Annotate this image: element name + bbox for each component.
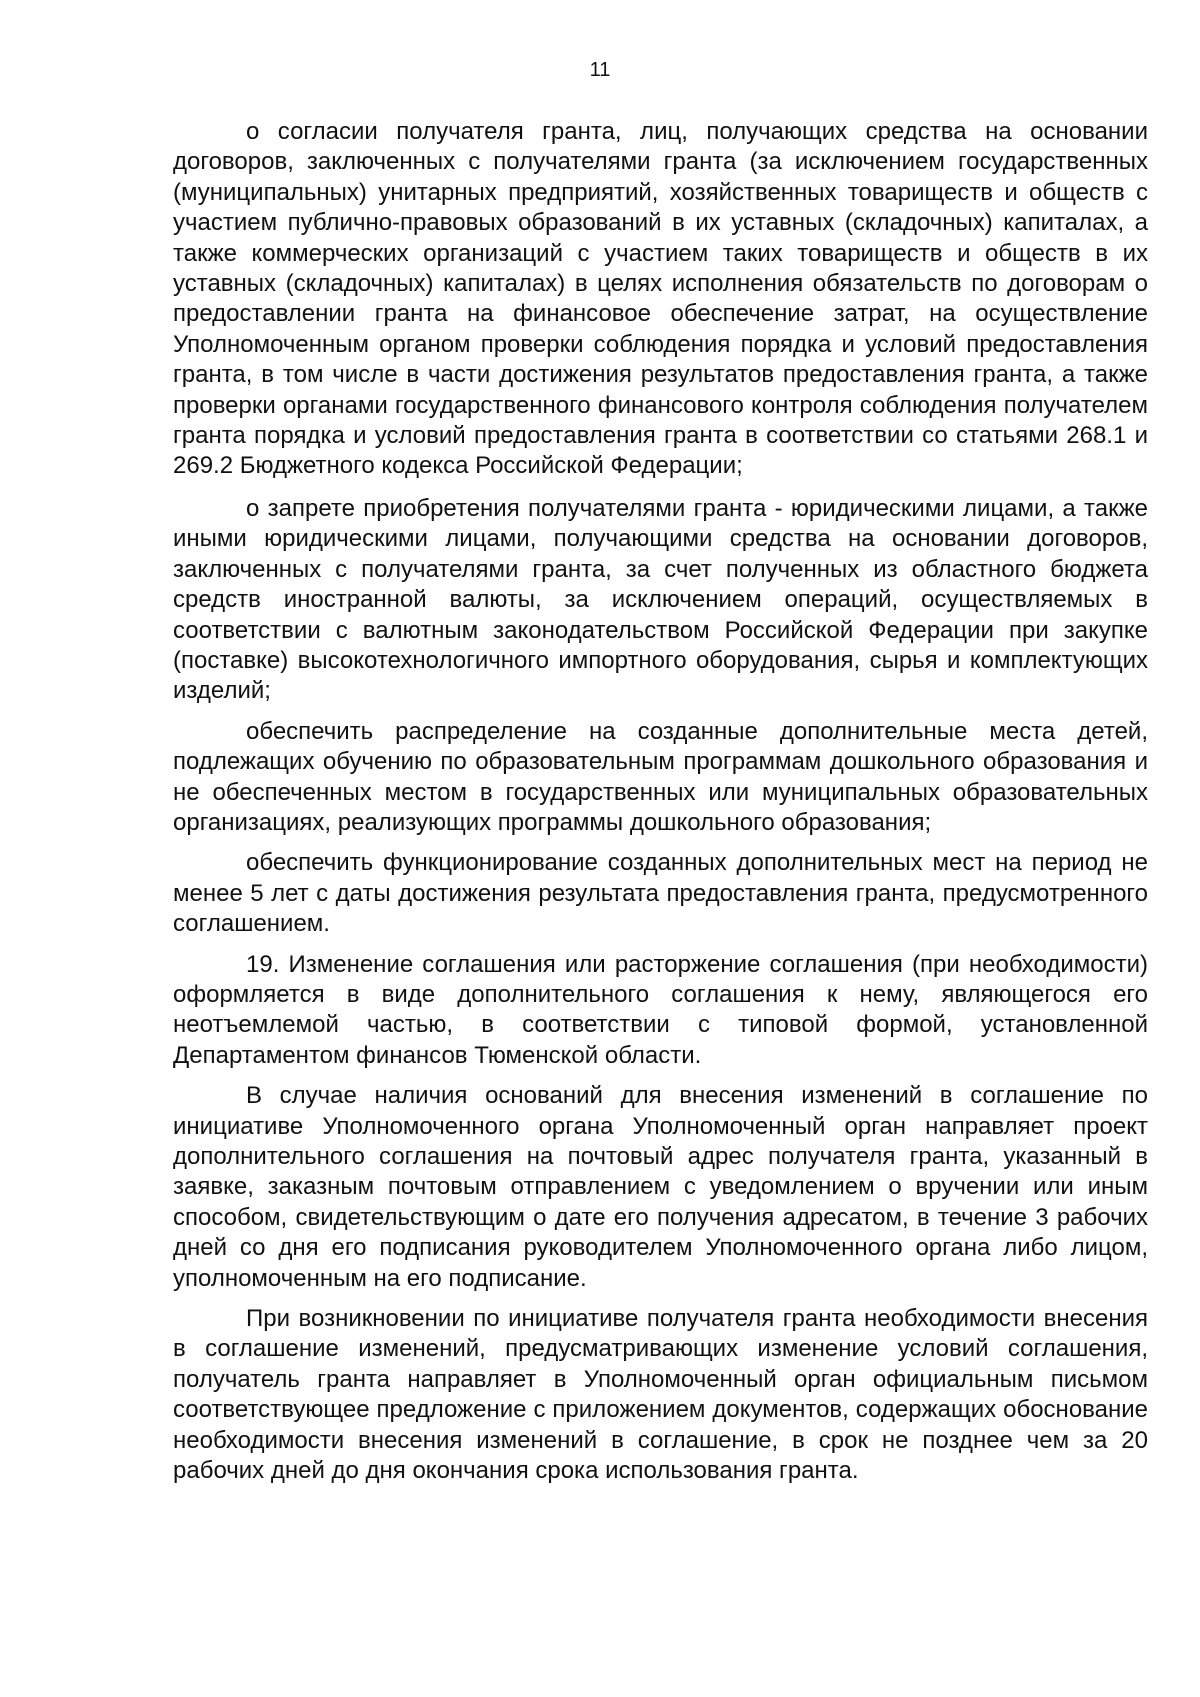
page-number: 11 [589,59,611,81]
paragraph-distribution: обеспечить распределение на созданные дополнительные места детей, подлежащих обучению по образовательным программам дошкольного образования и не обеспеченных местом в государственных или муниципальных образовательных организациях, реализующих программы дошкольного образования; [173,717,1148,836]
paragraph-consent: о согласии получателя гранта, лиц, получающих средства на основании договоров, заключенных с получателями гранта (за исключением государственных (муниципальных) унитарных предприятий, хозяйственных товариществ и обществ с участием публично-правовых образований в их уставных (складочных) капиталах, а также коммерческих организаций с участием таких товариществ и обществ в их уставных (складочных) капиталах) в целях исполнения обязательств по договорам о предоставлении гранта на финансовое обеспечение затрат, на осуществление Уполномоченным органом проверки соблюдения порядка и условий предоставления гранта, в том числе в части достижения результатов предоставления гранта, а также проверки органами государственного финансового контроля соблюдения получателем гранта порядка и условий предоставления гранта в соответствии со статьями 268.1 и 269.2 Бюджетного кодекса Российской Федерации; [173,118,1148,480]
document-body [173,117,1148,1496]
paragraph-currency-prohibition: о запрете приобретения получателями гранта - юридическими лицами, а также иными юридическими лицами, получающими средства на основании договоров, заключенных с получателями гранта, за счет полученных из областного бюджета средств иностранной валюты, за исключением операций, осуществляемых в соответствии с валютным законодательством Российской Федерации при закупке (поставке) высокотехнологичного импортного оборудования, сырья и комплектующих изделий; [173,494,1148,705]
paragraph-19-amendment: 19. Изменение соглашения или расторжение соглашения (при необходимости) оформляется в виде дополнительного соглашения к нему, являющегося его неотъемлемой частью, в соответствии с типовой формой, установленной Департаментом финансов Тюменской области. [173,950,1148,1069]
paragraph-authority-initiative: В случае наличия оснований для внесения изменений в соглашение по инициативе Уполномоченного органа Уполномоченный орган направляет проект дополнительного соглашения на почтовый адрес получателя гранта, указанный в заявке, заказным почтовым отправлением с уведомлением о вручении или иным способом, свидетельствующим о дате его получения адресатом, в течение 3 рабочих дней со дня его подписания руководителем Уполномоченного органа либо лицом, уполномоченным на его подписание. [173,1082,1148,1292]
paragraph-functioning: обеспечить функционирование созданных дополнительных мест на период не менее 5 лет с даты достижения результата предоставления гранта, предусмотренного соглашением. [173,849,1148,938]
paragraph-recipient-initiative: При возникновении по инициативе получателя гранта необходимости внесения в соглашение изменений, предусматривающих изменение условий соглашения, получатель гранта направляет в Уполномоченный орган официальным письмом соответствующее предложение с приложением документов, содержащих обоснование необходимости внесения изменений в соглашение, в срок не позднее чем за 20 рабочих дней до дня окончания срока использования гранта. [173,1305,1148,1485]
